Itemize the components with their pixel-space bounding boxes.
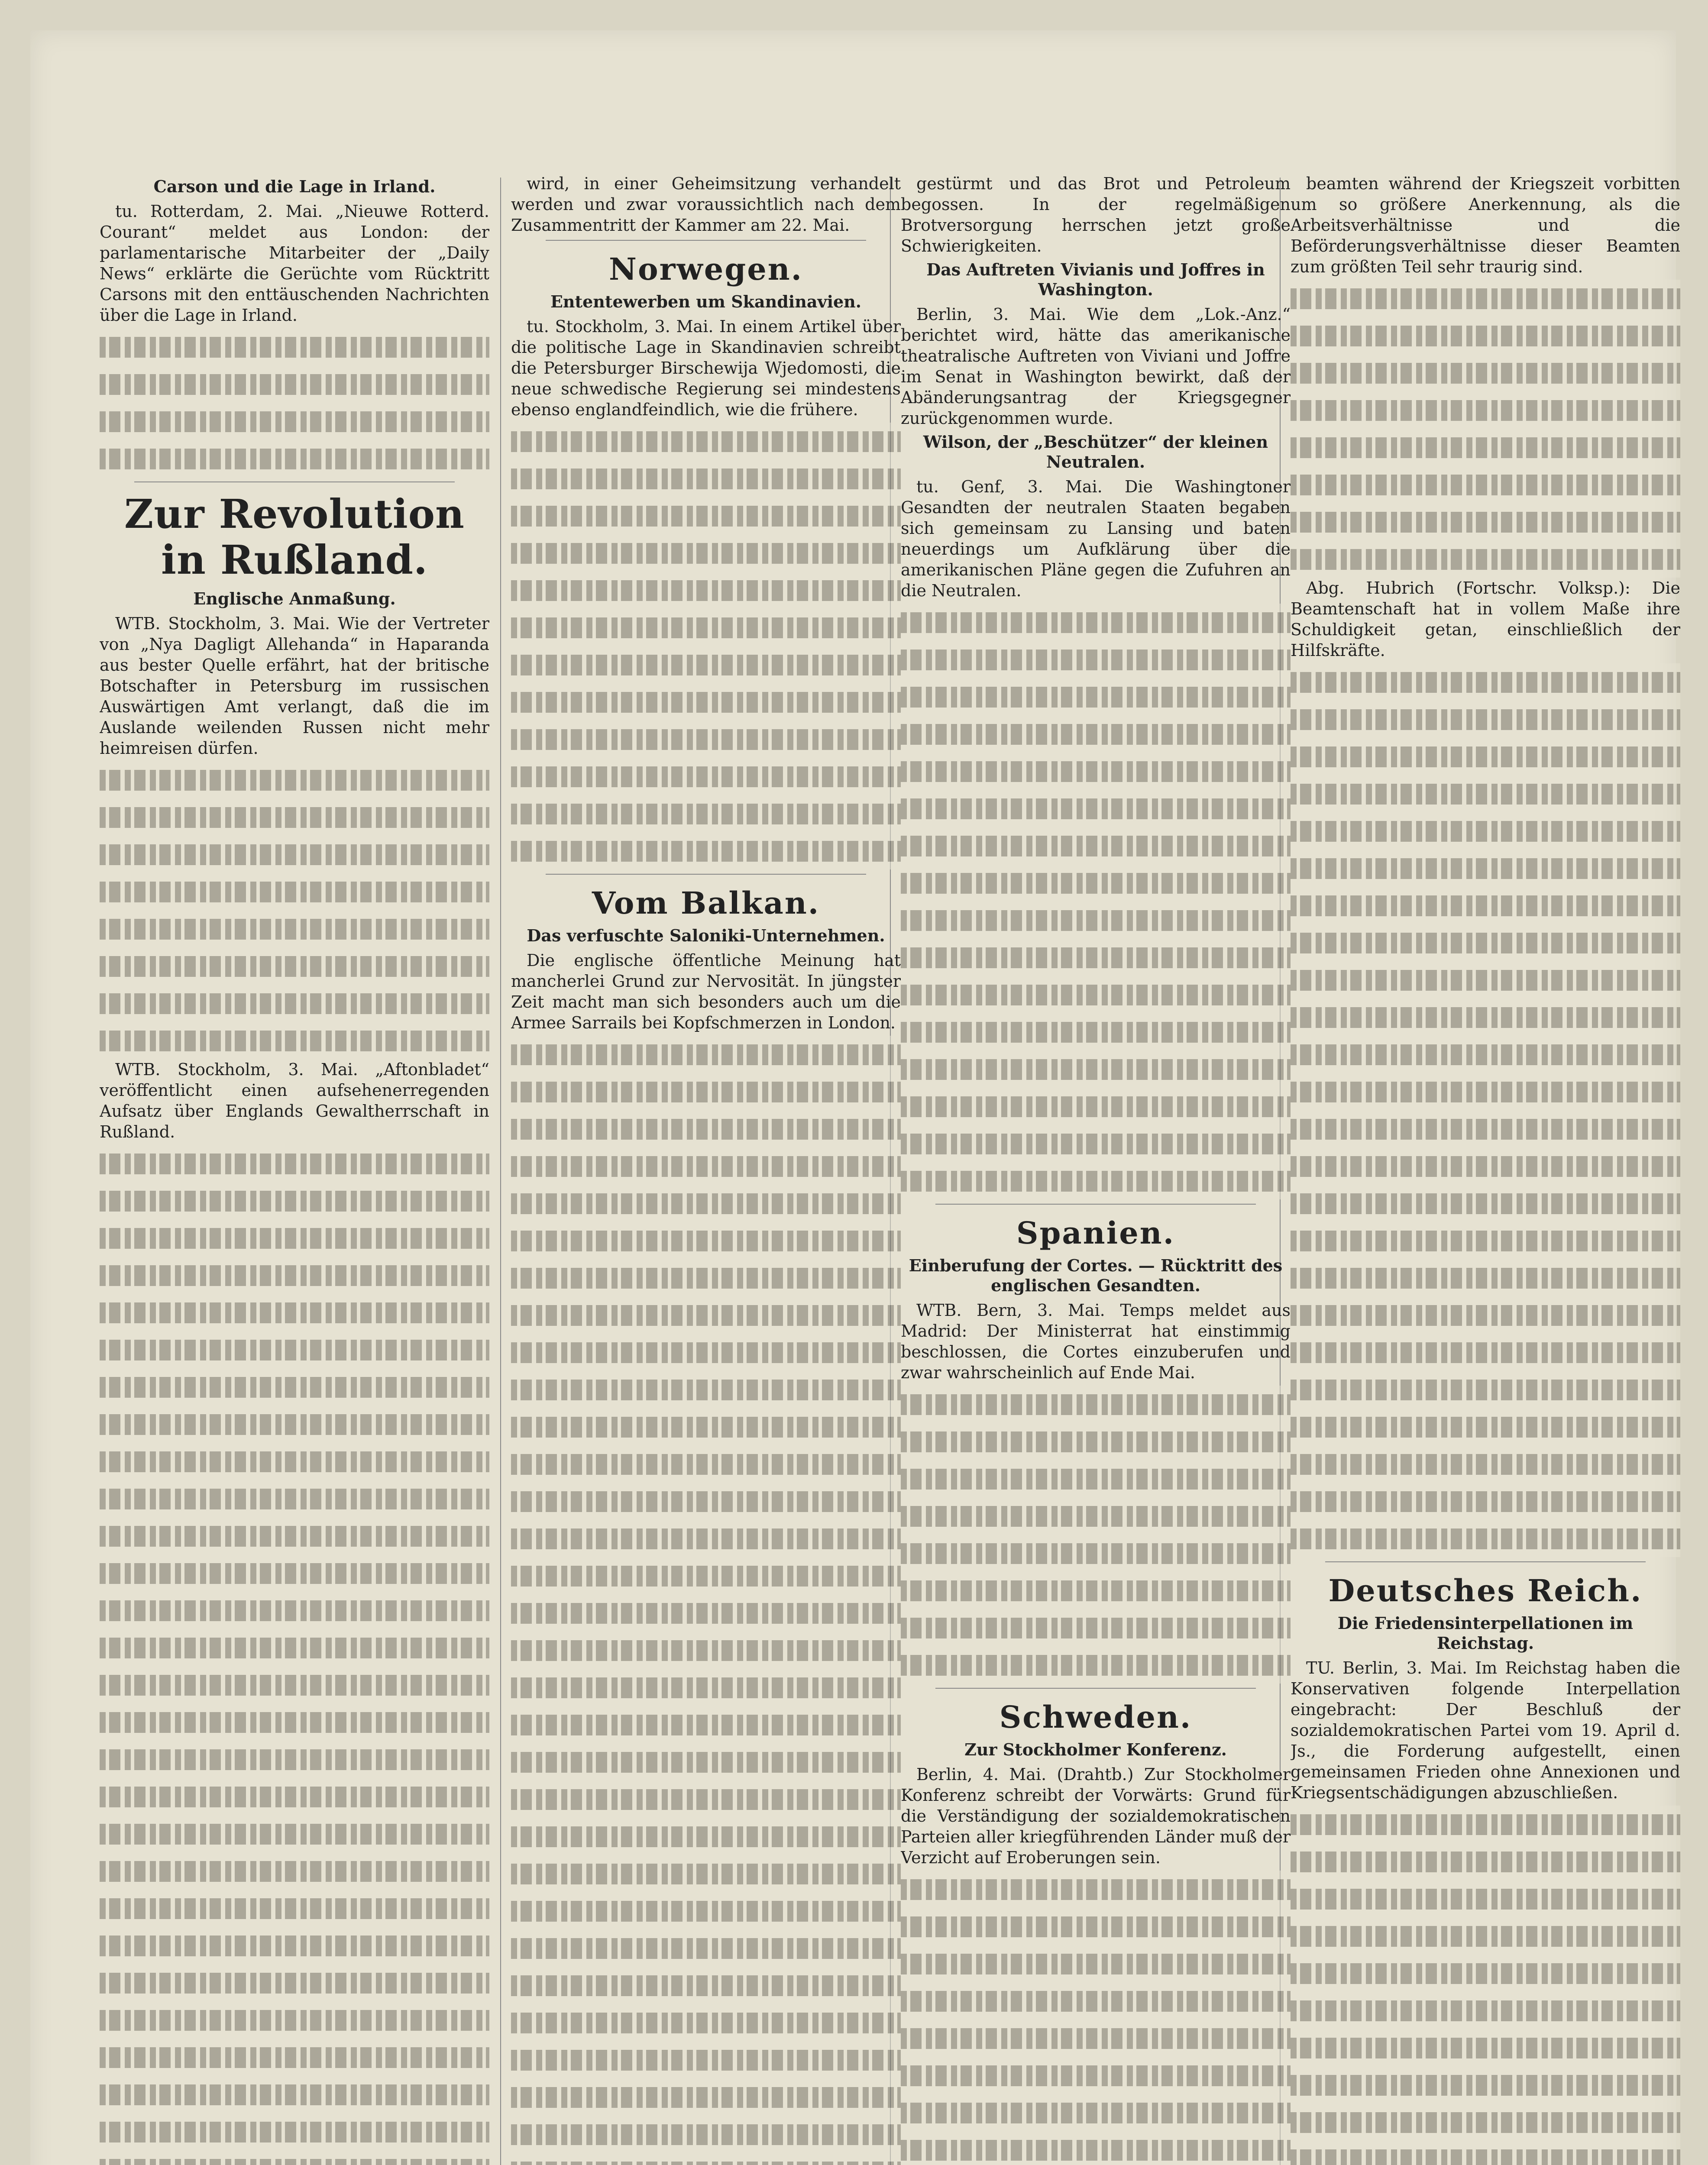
column-3 — [901, 173, 1291, 2165]
subheading: Ententewerben um Skandinavien. — [550, 292, 862, 311]
newspaper-page — [30, 30, 1680, 2165]
column-1 — [100, 173, 489, 2165]
section-heading: Spanien. — [1016, 1215, 1175, 1251]
article-paragraph: TU. Berlin, 3. Mai. Im Reichstag haben die Konservativen folgende Interpellation eingebracht: Der Beschluß der sozialdemokratischen Partei vom 19. April d. Js., die Forderung aufgestellt, einen gemeinsamen Frieden ohne Annexionen und Kriegsentschädigungen abzuschließen. — [1291, 1658, 1680, 1802]
article-paragraph: Berlin, 3. Mai. Wie dem „Lok.-Anz.“ berichtet wird, hätte das amerikanische theatralische Auftreten von Viviani und Joffre im Senat in Washington bewirkt, daß der Abänderungsantrag der Kriegsgegner zurückgenommen wurde. — [901, 305, 1291, 428]
article-paragraph: Berlin, 4. Mai. (Drahtb.) Zur Stockholmer Konferenz schreibt der Vorwärts: Grund für die Verständigung der sozialdemokratischen Parteien aller kriegführenden Länder muß der Verzicht auf Eroberungen sein. — [901, 1765, 1291, 1867]
article-paragraph: WTB. Stockholm, 3. Mai. „Aftonbladet“ veröffentlicht einen aufsehenerregenden Aufsatz über Englands Gewaltherrschaft in Rußland. — [100, 1060, 489, 1141]
subheading: Die Friedensinterpellationen im Reichstag. — [1337, 1613, 1634, 1653]
headline: Zur Revolution in Rußland. — [124, 491, 465, 583]
subheading: Zur Stockholmer Konferenz. — [964, 1740, 1227, 1759]
article-paragraph: wird, in einer Geheimsitzung verhandelt werden und zwar voraussichtlich nach dem Zusammentritt der Kammer am 22. Mai. — [511, 174, 901, 235]
divider — [546, 874, 866, 875]
subheading: Das verfuschte Saloniki-Unternehmen. — [527, 926, 885, 945]
article-paragraph: gestürmt und das Brot und Petroleum begossen. In der regelmäßigen Brotversorgung herrschen jetzt große Schwierigkeiten. — [901, 174, 1291, 255]
section-heading: Deutsches Reich. — [1328, 1573, 1643, 1609]
subheading: Englische Anmaßung. — [193, 589, 396, 608]
article-paragraph: beamten während der Kriegszeit vorbitten um so größere Anerkennung, als die Arbeitsverhältnisse und die Beförderungsverhältnisse dieser Beamten zum größten Teil sehr traurig sind. — [1291, 174, 1680, 276]
column-2 — [511, 173, 901, 2165]
section-heading: Norwegen. — [608, 251, 803, 287]
section-heading: Schweden. — [999, 1699, 1192, 1735]
subheading: Wilson, der „Beschützer“ der kleinen Neutralen. — [923, 432, 1268, 472]
divider — [134, 481, 455, 482]
article-paragraph: tu. Stockholm, 3. Mai. In einem Artikel über die politische Lage in Skandinavien schreibt die Petersburger Birschewija Wjedomosti, die neue schwedische Regierung sei mindestens ebenso englandfeindlich, wie die frühere. — [511, 317, 901, 419]
article-paragraph: Die englische öffentliche Meinung hat mancherlei Grund zur Nervosität. In jüngster Zeit macht man sich besonders auch um die Armee Sarrails bei Kopfschmerzen in London. — [511, 951, 901, 1032]
divider — [1325, 1561, 1646, 1562]
column-rule — [500, 178, 501, 2165]
article-heading: Carson und die Lage in Irland. — [153, 177, 436, 196]
divider — [935, 1204, 1256, 1205]
article-paragraph: tu. Rotterdam, 2. Mai. „Nieuwe Rotterd. Courant“ meldet aus London: der parlamentarische Mitarbeiter der „Daily News“ erklärte die Gerüchte vom Rücktritt Carsons mit den enttäuschenden Nachrichten über die Lage in Irland. — [100, 202, 489, 325]
subheading: Einberufung der Cortes. — Rücktritt des englischen Gesandten. — [909, 1256, 1283, 1295]
article-paragraph: WTB. Stockholm, 3. Mai. Wie der Vertreter von „Nya Dagligt Allehanda“ in Haparanda aus bester Quelle erfährt, hat der britische Botschafter in Petersburg im russischen Auswärtigen Amt verlangt, daß die im Auslande weilenden Russen nicht mehr heimreisen dürfen. — [100, 614, 489, 758]
article-paragraph: tu. Genf, 3. Mai. Die Washingtoner Gesandten der neutralen Staaten begaben sich gemeinsam zu Lansing und baten neuerdings um Aufklärung über die amerikanischen Pläne gegen die Zufuhren an die Neutralen. — [901, 477, 1291, 600]
section-heading: Vom Balkan. — [592, 885, 820, 921]
divider — [546, 240, 866, 241]
column-4 — [1291, 173, 1680, 2165]
subheading: Das Auftreten Vivianis und Joffres in Washington. — [926, 260, 1265, 299]
article-paragraph: Abg. Hubrich (Fortschr. Volksp.): Die Beamtenschaft hat in vollem Maße ihre Schuldigkeit getan, einschließlich der Hilfskräfte. — [1291, 578, 1680, 660]
article-paragraph: WTB. Bern, 3. Mai. Temps meldet aus Madrid: Der Ministerrat hat einstimmig beschlossen, die Cortes einzuberufen und zwar wahrscheinlich auf Ende Mai. — [901, 1301, 1291, 1382]
divider — [935, 1688, 1256, 1689]
